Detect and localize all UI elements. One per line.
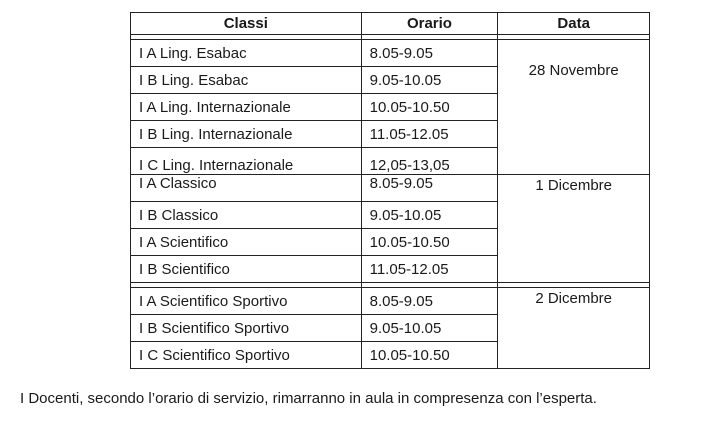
cell-classe: I C Scientifico Sportivo [131,342,362,369]
cell-data [498,288,650,369]
cell-classe: I A Scientifico Sportivo [131,288,362,315]
cell-orario: 10.05-10.50 [361,342,498,369]
table-row [131,175,650,202]
footnote-text: I Docenti, secondo l’orario di servizio, rimarranno in aula in compresenza con l’esperta. [20,390,597,407]
cell-classe: I A Scientifico [131,229,362,256]
cell-orario: 8.05-9.05 [361,288,498,315]
cell-orario: 10.05-10.50 [361,229,498,256]
cell-orario: 8.05-9.05 [361,175,498,202]
cell-orario: 10.05-10.50 [361,94,498,121]
date-label: 1 Dicembre [535,177,613,194]
cell-orario: 11.05-12.05 [361,256,498,283]
cell-orario: 9.05-10.05 [361,202,498,229]
date-label: 2 Dicembre [535,290,613,307]
header-data: Data [498,13,650,35]
cell-data [498,175,650,283]
cell-classe: I A Classico [131,175,362,202]
cell-orario: 12,05-13,05 [361,148,498,175]
cell-orario: 8.05-9.05 [361,40,498,67]
cell-classe: I B Ling. Internazionale [131,121,362,148]
cell-classe: I B Scientifico [131,256,362,283]
table-header-row [131,13,650,35]
cell-data [498,40,650,175]
cell-classe: I B Classico [131,202,362,229]
header-orario: Orario [361,13,498,35]
cell-classe: I C Ling. Internazionale [131,148,362,175]
cell-orario: 9.05-10.05 [361,315,498,342]
cell-classe: I A Ling. Internazionale [131,94,362,121]
cell-classe: I A Ling. Esabac [131,40,362,67]
cell-orario: 11.05-12.05 [361,121,498,148]
header-classi: Classi [131,13,362,35]
schedule-table [130,12,650,369]
cell-classe: I B Ling. Esabac [131,67,362,94]
table-row [131,40,650,67]
date-label: 28 Novembre [528,62,619,79]
cell-classe: I B Scientifico Sportivo [131,315,362,342]
table-row [131,288,650,315]
cell-orario: 9.05-10.05 [361,67,498,94]
